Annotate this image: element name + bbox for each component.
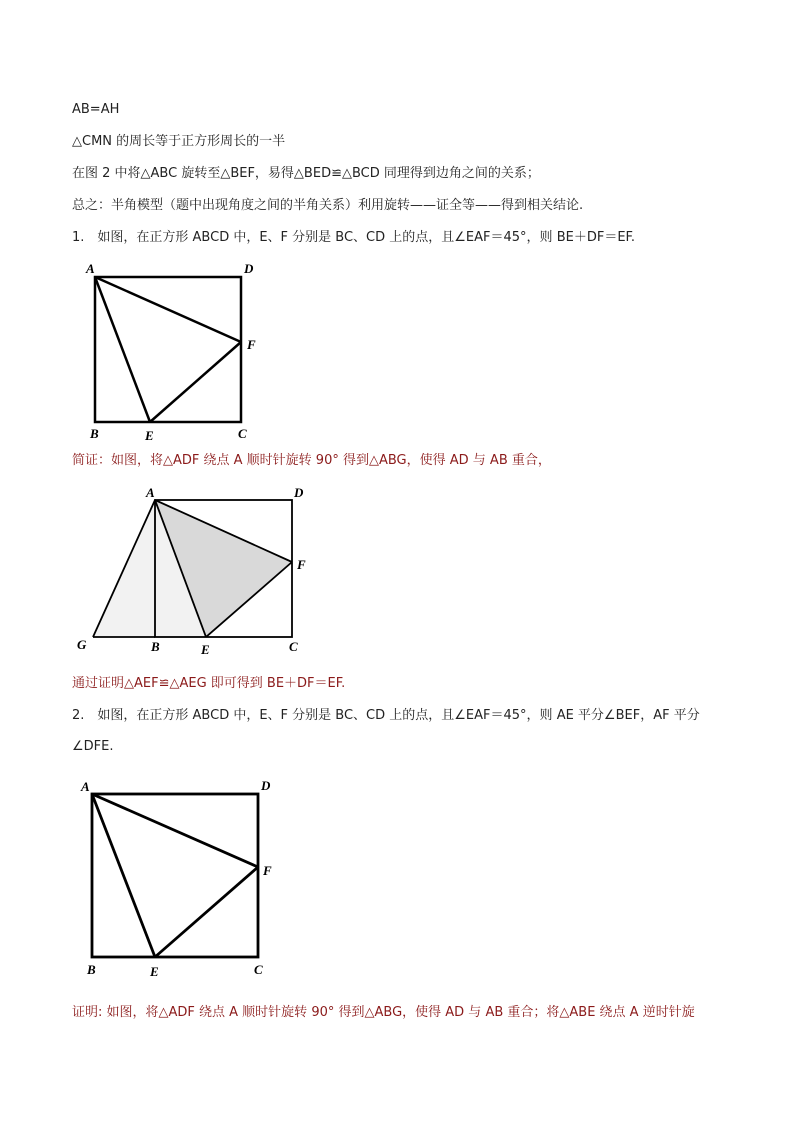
problem-2-statement: 2. 如图，在正方形 ABCD 中，E、F 分别是 BC、CD 上的点，且∠EAF＝45°，则 AE 平分∠BEF，AF 平分 [72, 708, 700, 723]
fig3-label-e: E [150, 964, 159, 979]
fig3-label-f: F [263, 863, 272, 878]
problem-1-statement: 1. 如图，在正方形 ABCD 中，E、F 分别是 BC、CD 上的点，且∠EAF＝45°，则 BE＋DF＝EF. [72, 230, 636, 245]
fig3-label-c: C [254, 962, 263, 977]
fig3-label-d: D [261, 778, 271, 793]
fig2-label-a: A [146, 485, 155, 500]
fig2-label-g: G [77, 637, 87, 652]
fig2-label-c: C [289, 639, 298, 654]
fig2-label-b: B [151, 639, 160, 654]
text-line-2: △CMN 的周长等于正方形周长的一半 [72, 134, 286, 149]
text-line-3: 在图 2 中将△ABC 旋转至△BEF，易得△BED≌△BCD 同理得到边角之间的关系； [72, 166, 540, 181]
problem-2-statement-cont: ∠DFE. [72, 739, 114, 754]
text-line-4: 总之：半角模型（题中出现角度之间的半角关系）利用旋转——证全等——得到相关结论. [72, 198, 584, 213]
proof-2-start: 证明: 如图，将△ADF 绕点 A 顺时针旋转 90° 得到△ABG，使得 AD 与 AB 重合；将△ABE 绕点 A 逆时针旋 [72, 1005, 695, 1020]
fig3-label-b: B [87, 962, 96, 977]
fig2-label-e: E [201, 642, 210, 657]
text-line-1: AB=AH [72, 102, 120, 117]
fig1-label-d: D [244, 261, 254, 276]
fig1-label-f: F [247, 337, 256, 352]
fig2-label-f: F [297, 557, 306, 572]
fig1-label-b: B [90, 426, 99, 441]
fig1-label-e: E [145, 428, 154, 443]
fig1-label-c: C [238, 426, 247, 441]
fig1-label-a: A [86, 261, 95, 276]
proof-1-conclusion: 通过证明△AEF≌△AEG 即可得到 BE＋DF＝EF. [72, 676, 346, 691]
fig3-label-a: A [81, 779, 90, 794]
fig2-label-d: D [294, 485, 304, 500]
proof-1-sketch: 简证：如图，将△ADF 绕点 A 顺时针旋转 90° 得到△ABG，使得 AD 与 AB 重合， [72, 453, 551, 468]
